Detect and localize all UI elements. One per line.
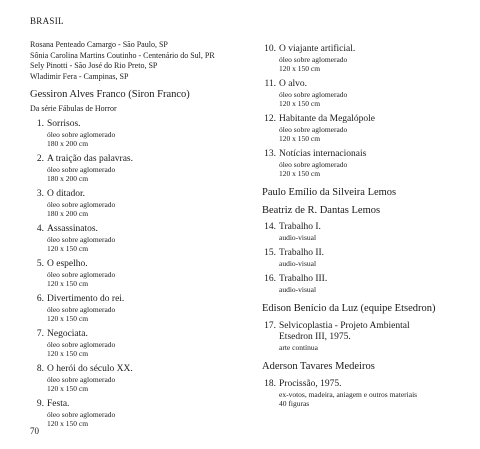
artist-heading: Edison Benício da Luz (equipe Etsedron) [262,303,436,314]
work-size: 180 x 200 cm [47,174,89,183]
work-size: 120 x 150 cm [47,279,89,288]
work-title: O ditador. [47,189,85,199]
work-medium: audio-visual [279,233,317,242]
work-title: A traição das palavras. [47,154,133,164]
work-medium: óleo sobre aglomerado [47,375,116,384]
work-number: 1. [36,119,44,129]
work-entry [262,248,472,268]
work-medium: óleo sobre aglomerado [47,235,116,244]
work-number: 8. [36,364,44,374]
work-number: 3. [36,189,44,199]
work-number: 11. [264,79,276,89]
work-medium: audio-visual [279,285,317,294]
work-medium: óleo sobre aglomerado [279,125,348,134]
work-entry [30,154,255,183]
work-number: 14. [264,222,276,232]
work-title: Trabalho I. [279,222,321,232]
work-entry [30,329,255,358]
work-medium: óleo sobre aglomerado [47,200,116,209]
work-medium: óleo sobre aglomerado [279,55,348,64]
series-title: Da série Fábulas de Horror [30,104,117,113]
work-entry [30,364,255,393]
work-number: 9. [36,399,44,409]
work-title: Trabalho II. [279,248,325,258]
work-title: Selvicoplastia - Projeto Ambiental [279,321,410,331]
artist-name-line: Sônia Carolina Martins Coutinho - Centenário do Sul, PR [30,50,215,60]
work-medium: óleo sobre aglomerado [47,410,116,419]
work-medium: arte contínua [279,343,318,352]
work-number: 15. [264,248,276,258]
work-title-line2: Etsedron III, 1975. [279,332,351,342]
artist-heading: Gessiron Alves Franco (Siron Franco) [30,89,190,100]
work-size: 120 x 150 cm [47,314,89,323]
work-title: Assassinatos. [47,224,98,234]
work-number: 18. [264,379,276,389]
work-number: 13. [264,149,276,159]
work-title: O alvo. [279,79,307,89]
work-entry [262,274,472,294]
work-size: 120 x 150 cm [279,169,321,178]
artist-heading: Aderson Tavares Medeiros [262,361,375,372]
work-title: Sorrisos. [47,119,81,129]
section-header: BRASIL [30,16,64,26]
artist-names-list [30,40,255,82]
work-entry [262,44,472,73]
work-quantity: 40 figuras [279,399,310,408]
artist-heading: Paulo Emílio da Silveira Lemos [262,187,397,198]
work-medium: ex-votos, madeira, aniagem e outros materiais [279,390,418,399]
work-title: Trabalho III. [279,274,328,284]
work-title: Negociata. [47,329,88,339]
page-number: 70 [30,426,39,436]
work-title: Festa. [47,399,70,409]
work-entry [262,114,472,143]
artist-heading: Beatriz de R. Dantas Lemos [262,205,381,216]
work-title: O viajante artificial. [279,44,356,54]
work-number: 12. [264,114,276,124]
work-entry [262,222,472,242]
work-medium: óleo sobre aglomerado [47,165,116,174]
work-entry [30,189,255,218]
work-size: 180 x 200 cm [47,209,89,218]
artist-name-line: Rosana Penteado Camargo - São Paulo, SP [30,40,168,49]
work-title: Divertimento do rei. [47,294,125,304]
work-entry [30,224,255,253]
work-entry [262,79,472,108]
work-size: 120 x 150 cm [47,244,89,253]
work-medium: óleo sobre aglomerado [279,90,348,99]
work-medium: óleo sobre aglomerado [47,340,116,349]
work-number: 10. [264,44,276,54]
left-column [30,40,255,434]
work-size: 120 x 150 cm [47,419,89,428]
work-title: O espelho. [47,259,88,269]
work-number: 17. [264,321,276,331]
work-entry [262,379,472,408]
work-size: 120 x 150 cm [279,99,321,108]
work-entry [262,321,472,352]
work-title: O herói do século XX. [47,364,133,374]
work-title: Habitante da Megalópole [279,114,376,124]
work-entry [30,119,255,148]
work-size: 120 x 150 cm [279,134,321,143]
work-number: 2. [36,154,44,164]
work-entry [30,259,255,288]
work-number: 4. [36,224,44,234]
work-medium: óleo sobre aglomerado [47,130,116,139]
artist-name-line: Wladimir Fera - Campinas, SP [30,71,129,81]
work-number: 5. [36,259,44,269]
work-size: 120 x 150 cm [47,384,89,393]
work-medium: audio-visual [279,259,317,268]
work-number: 6. [36,294,44,304]
right-column [262,44,472,414]
work-size: 180 x 200 cm [47,139,89,148]
artist-name-line: Sely Pinotti - São José do Rio Preto, SP [30,61,158,70]
work-medium: óleo sobre aglomerado [47,270,116,279]
work-size: 120 x 150 cm [47,349,89,358]
work-medium: óleo sobre aglomerado [279,160,348,169]
work-entry [30,399,255,428]
work-entry [30,294,255,323]
work-title: Notícias internacionais [279,149,367,159]
work-number: 16. [264,274,276,284]
work-title: Procissão, 1975. [279,379,342,389]
work-entry [262,149,472,178]
work-medium: óleo sobre aglomerado [47,305,116,314]
work-size: 120 x 150 cm [279,64,321,73]
work-number: 7. [36,329,44,339]
